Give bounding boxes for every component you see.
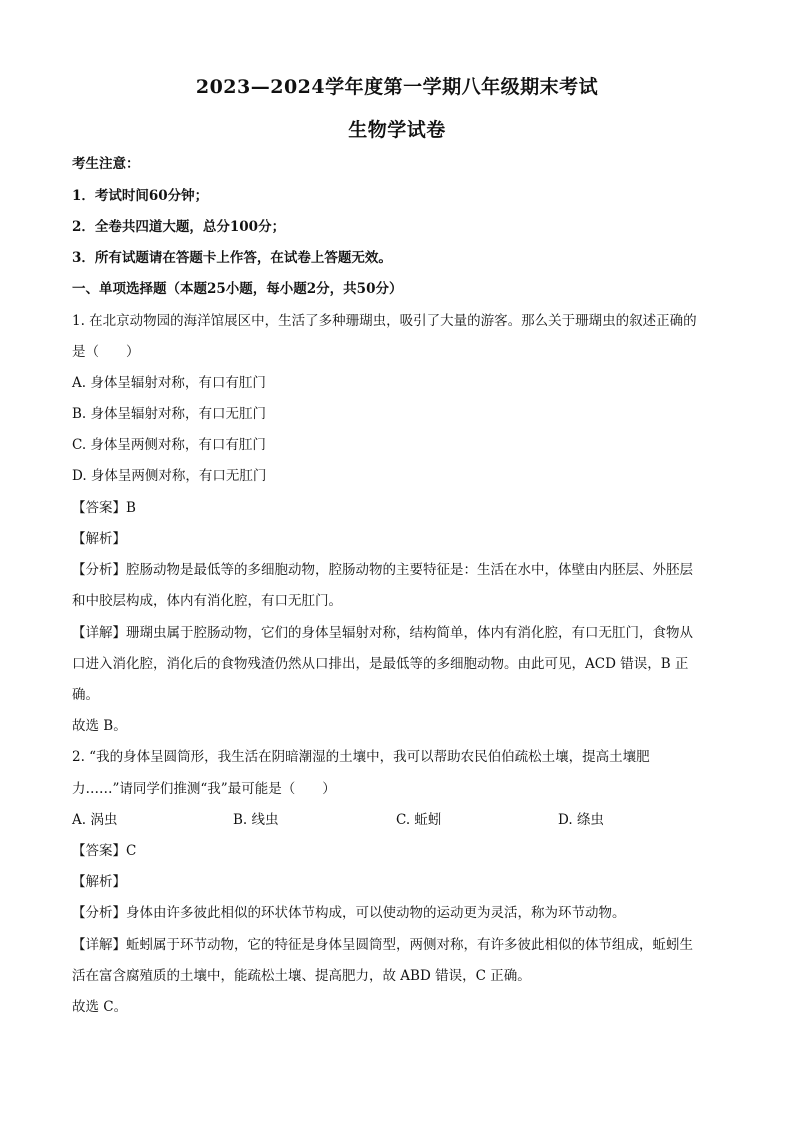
q2-option-c: C. 蚯蚓: [396, 812, 442, 828]
q2-analysis-line-1: 【分析】身体由许多彼此相似的环状体节构成，可以使动物的运动更为灵活，称为环节动物。: [72, 905, 626, 921]
q1-option-b: B. 身体呈辐射对称，有口无肛门: [72, 406, 267, 422]
notice-item-2: 2．全卷共四道大题，总分100分；: [72, 219, 286, 235]
q1-analysis-label: 【解析】: [72, 531, 126, 547]
q1-answer: 【答案】B: [72, 500, 136, 516]
q1-analysis-line-2: 和中胶层构成，体内有消化腔，有口无肛门。: [72, 593, 342, 609]
q1-conclusion: 故选 B。: [72, 718, 127, 734]
q2-detail-line-2: 活在富含腐殖质的土壤中，能疏松土壤、提高肥力，故 ABD 错误，C 正确。: [72, 968, 531, 984]
q1-stem-line-1: 1. 在北京动物园的海洋馆展区中，生活了多种珊瑚虫，吸引了大量的游客。那么关于珊瑚虫的叙述正确的: [72, 313, 697, 329]
exam-title: 2023—2024学年度第一学期八年级期末考试: [195, 76, 599, 98]
notice-item-1: 1．考试时间60分钟；: [72, 188, 209, 204]
q2-answer: 【答案】C: [72, 843, 137, 859]
exam-subtitle: 生物学试卷: [348, 119, 446, 141]
q1-detail-line-1: 【详解】珊瑚虫属于腔肠动物，它们的身体呈辐射对称，结构简单，体内有消化腔，有口无肛门，食物从: [72, 625, 693, 641]
q2-stem-line-2: 力……”请同学们推测“我”最可能是（ ）: [72, 781, 336, 797]
section-heading: 一、单项选择题（本题25小题，每小题2分，共50分）: [72, 281, 403, 297]
notice-item-3: 3．所有试题请在答题卡上作答，在试卷上答题无效。: [72, 250, 392, 266]
q2-stem-line-1: 2. “我的身体呈圆筒形，我生活在阴暗潮湿的土壤中，我可以帮助农民伯伯疏松土壤，提高土壤肥: [72, 749, 650, 765]
q1-option-d: D. 身体呈两侧对称，有口无肛门: [72, 468, 267, 484]
q2-option-d: D. 绦虫: [558, 812, 604, 828]
q1-stem-line-2: 是（ ）: [72, 344, 140, 360]
q2-analysis-label: 【解析】: [72, 874, 126, 890]
q2-option-a: A. 涡虫: [72, 812, 118, 828]
q1-detail-line-3: 确。: [72, 687, 99, 703]
q1-analysis-line-1: 【分析】腔肠动物是最低等的多细胞动物，腔肠动物的主要特征是：生活在水中，体壁由内胚层、外胚层: [72, 562, 693, 578]
q1-option-c: C. 身体呈两侧对称，有口有肛门: [72, 437, 266, 453]
q2-detail-line-1: 【详解】蚯蚓属于环节动物，它的特征是身体呈圆筒型，两侧对称，有许多彼此相似的体节组成，蚯蚓生: [72, 937, 693, 953]
notice-heading: 考生注意：: [72, 156, 140, 172]
q1-detail-line-2: 口进入消化腔，消化后的食物残渣仍然从口排出，是最低等的多细胞动物。由此可见，ACD 错误，B 正: [72, 656, 689, 672]
q2-conclusion: 故选 C。: [72, 999, 128, 1015]
q1-option-a: A. 身体呈辐射对称，有口有肛门: [72, 375, 266, 391]
q2-option-b: B. 线虫: [233, 812, 279, 828]
